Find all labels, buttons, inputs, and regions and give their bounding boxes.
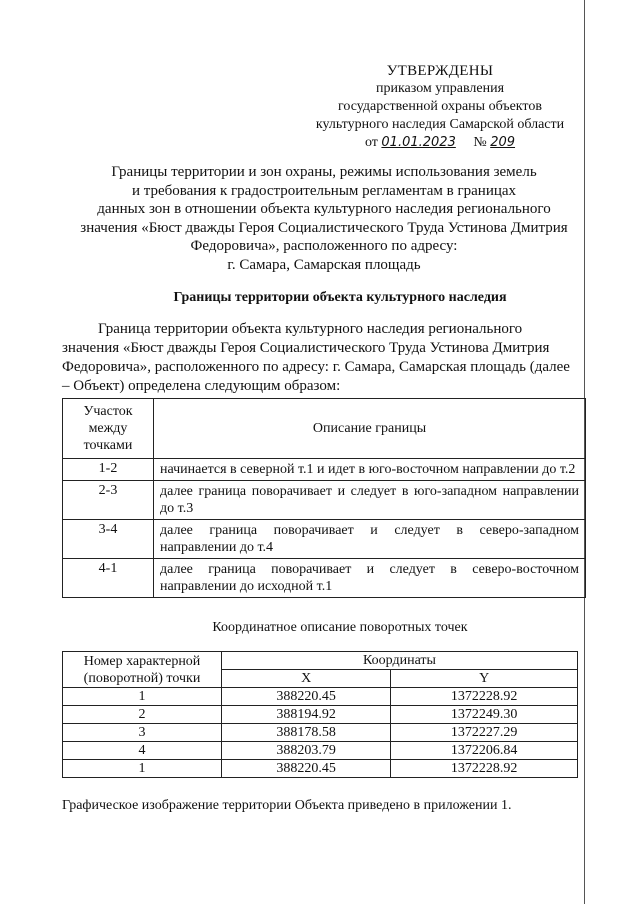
coord-y: 1372228.92 xyxy=(391,688,578,706)
title-line-5: Федоровича», расположенного по адресу: xyxy=(190,238,458,254)
coord-x: 388220.45 xyxy=(222,688,391,706)
coords-title: Координатное описание поворотных точек xyxy=(212,620,468,635)
header-coords: Координаты xyxy=(222,652,578,670)
coords-header-row-1 xyxy=(63,652,578,670)
coord-y: 1372227.29 xyxy=(391,724,578,742)
boundary-table-header xyxy=(63,399,586,459)
description-cell: далее граница поворачивает и следует в северо-восточном направлении до исходной т.1 xyxy=(154,559,586,598)
number-value: 209 xyxy=(490,135,516,150)
table-row xyxy=(63,459,586,481)
table-row xyxy=(63,760,578,778)
coord-y: 1372249.30 xyxy=(391,706,578,724)
title-line-2: и требования к градостроительным регламентам в границах xyxy=(131,182,517,199)
approval-heading: УТВЕРЖДЕНЫ xyxy=(386,63,494,79)
table-row xyxy=(63,559,586,598)
segment-cell: 3-4 xyxy=(63,520,154,559)
section-title: Границы территории объекта культурного наследия xyxy=(173,290,507,305)
point-number: 1 xyxy=(63,760,222,778)
title-line-6: г. Самара, Самарская площадь xyxy=(227,256,421,273)
table-row xyxy=(63,706,578,724)
paragraph-line-2: значения «Бюст дважды Героя Социалистического Труда Устинова Дмитрия xyxy=(62,340,550,356)
approval-line-1: приказом управления xyxy=(375,81,505,96)
title-line-3: данных зон в отношении объекта культурного наследия регионального xyxy=(97,201,551,217)
header-y: Y xyxy=(391,670,578,688)
date-prefix: от xyxy=(364,135,378,150)
approval-block xyxy=(300,62,580,152)
paragraph-line-4: – Объект) определена следующим образом: xyxy=(62,378,341,394)
point-number: 1 xyxy=(63,688,222,706)
header-segment-l1: Участок xyxy=(83,404,133,419)
segment-cell: 1-2 xyxy=(63,459,154,481)
header-point-l1: Номер характерной xyxy=(83,653,201,669)
footer-note: Графическое изображение территории Объекта приведено в приложении 1. xyxy=(62,798,512,813)
date-value: 01.01.2023 xyxy=(381,135,456,150)
header-x: X xyxy=(222,670,391,688)
table-row xyxy=(63,742,578,760)
header-point-l2: (поворотной) точки xyxy=(83,670,201,686)
header-segment xyxy=(63,399,154,459)
table-row xyxy=(63,520,586,559)
point-number: 2 xyxy=(63,706,222,724)
table-row xyxy=(63,724,578,742)
coord-x: 388203.79 xyxy=(222,742,391,760)
approval-date-line xyxy=(300,134,580,152)
document-title xyxy=(50,163,598,274)
coord-x: 388178.58 xyxy=(222,724,391,742)
coord-y: 1372228.92 xyxy=(391,760,578,778)
description-cell: далее граница поворачивает и следует в юго-западном направлении до т.3 xyxy=(154,481,586,520)
paragraph-line-1: Граница территории объекта культурного наследия регионального xyxy=(98,321,523,337)
point-number: 4 xyxy=(63,742,222,760)
segment-cell: 4-1 xyxy=(63,559,154,598)
coord-x: 388220.45 xyxy=(222,760,391,778)
point-number: 3 xyxy=(63,724,222,742)
title-line-4: значения «Бюст дважды Героя Социалистического Труда Устинова Дмитрия xyxy=(80,219,568,236)
number-prefix: № xyxy=(473,135,487,150)
boundary-table xyxy=(62,398,586,598)
intro-paragraph xyxy=(62,320,584,396)
segment-cell: 2-3 xyxy=(63,481,154,520)
coord-y: 1372206.84 xyxy=(391,742,578,760)
approval-line-3: культурного наследия Самарской области xyxy=(315,117,565,132)
description-cell: далее граница поворачивает и следует в северо-западном направлении до т.4 xyxy=(154,520,586,559)
coords-table xyxy=(62,651,578,778)
header-point xyxy=(63,652,222,688)
table-row xyxy=(63,481,586,520)
description-cell: начинается в северной т.1 и идет в юго-восточном направлении до т.2 xyxy=(154,459,586,481)
title-line-1: Границы территории и зон охраны, режимы использования земель xyxy=(111,164,537,180)
header-segment-l2: между xyxy=(88,421,128,436)
coord-x: 388194.92 xyxy=(222,706,391,724)
table-row xyxy=(63,688,578,706)
header-segment-l3: точками xyxy=(83,438,133,453)
header-description: Описание границы xyxy=(154,399,586,459)
approval-line-2: государственной охраны объектов xyxy=(338,99,542,114)
paragraph-line-3: Федоровича», расположенного по адресу: г. Самара, Самарская площадь (далее xyxy=(62,359,570,375)
